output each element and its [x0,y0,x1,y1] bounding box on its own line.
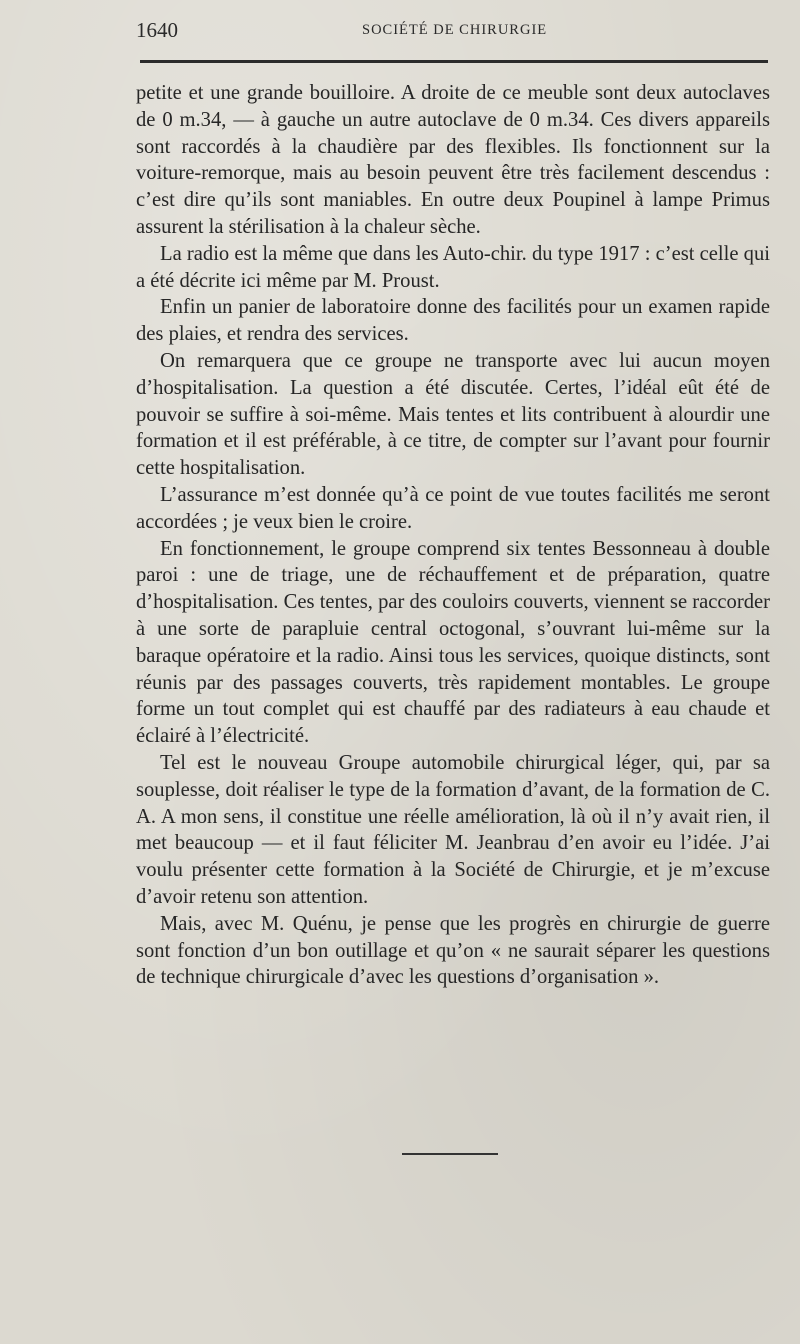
running-head: SOCIÉTÉ DE CHIRURGIE [362,22,548,38]
page-header [136,16,770,46]
header-rule [140,60,768,63]
page-number: 1640 [136,18,178,42]
paragraph: Enfin un panier de laboratoire donne des facilités pour un examen rapide des plaies, et rendra des services. [136,296,770,346]
paragraph: Tel est le nouveau Groupe automobile chirurgical léger, qui, par sa souplesse, doit réaliser le type de la formation d’avant, de la formation de C. A. A mon sens, il constitue une réelle amélioration, là où il n’y avait rien, il met beaucoup — et il faut féliciter M. Jeanbrau d’en avoir eu l’idée. J’ai voulu présenter cette formation à la Société de Chirurgie, et je m’excuse d’avoir retenu son attention. [136,751,770,908]
paragraph: La radio est la même que dans les Auto-chir. du type 1917 : c’est celle qui a été décrite ici même par M. Proust. [136,242,770,292]
paragraph: Mais, avec M. Quénu, je pense que les progrès en chirurgie de guerre sont fonction d’un bon outillage et qu’on « ne saurait séparer les questions de technique chirurgicale d’avec les questions d’organisation ». [136,912,770,989]
end-rule [402,1153,498,1155]
paragraph: En fonctionnement, le groupe comprend six tentes Bessonneau à double paroi : une de triage, une de réchauffement et de préparation, quatre d’hospitalisation. Ces tentes, par des couloirs couverts, viennent se raccorder à une sorte de parapluie central octogonal, s’ouvrant lui-même sur la baraque opératoire et la radio. Ainsi tous les services, quoique distincts, sont réunis par des passages couverts, très rapidement montables. Le groupe forme un tout complet qui est chauffé par des radiateurs à eau chaude et éclairé à l’électricité. [136,537,770,748]
paragraph: petite et une grande bouilloire. A droite de ce meuble sont deux autoclaves de 0 m.34, — à gauche un autre autoclave de 0 m.34. Ces divers appareils sont raccordés à la chaudière par des flexibles. Ils fonctionnent sur la voiture-remorque, mais au besoin peuvent être très facilement descendus : c’est dire qu’ils sont maniables. En outre deux Poupinel à lampe Primus assurent la stérilisation à la chaleur sèche. [136,82,770,238]
paragraph: On remarquera que ce groupe ne transporte avec lui aucun moyen d’hospitalisation. La question a été discutée. Certes, l’idéal eût été de pouvoir se suffire à soi-même. Mais tentes et lits contribuent à alourdir une formation et il est préférable, à ce titre, de compter sur l’avant pour fournir cette hospitalisation. [136,349,770,480]
paragraph: L’assurance m’est donnée qu’à ce point de vue toutes facilités me seront accordées ; je veux bien le croire. [136,483,770,533]
body-text [136,80,770,991]
